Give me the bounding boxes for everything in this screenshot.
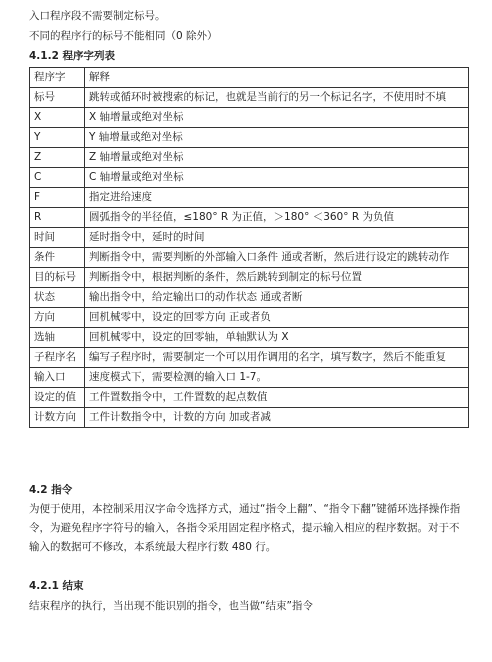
table-row bbox=[30, 168, 469, 188]
table-header-cell: 程序字 bbox=[30, 68, 85, 88]
table-row bbox=[30, 88, 469, 108]
table-row bbox=[30, 308, 469, 328]
table-cell-word: R bbox=[30, 208, 85, 228]
table-cell-word: Y bbox=[30, 128, 85, 148]
section-4-2-body: 为便于使用，本控制采用汉字命令选择方式，通过“指令上翻”、“指令下翻”键循环选择操作指令，为避免程序字符号的输入，各指令采用固定程序格式，提示输入相应的程序数据。对于不输入的数据可不修改，本系统最大程序行数 480 行。 bbox=[29, 503, 461, 553]
table-cell-word: X bbox=[30, 108, 85, 128]
table-header-cell: 解释 bbox=[85, 68, 469, 88]
table-row bbox=[30, 408, 469, 428]
table-row bbox=[30, 388, 469, 408]
table-cell-description: 判断指令中，根据判断的条件，然后跳转到制定的标号位置 bbox=[85, 268, 469, 288]
table-cell-word: 选轴 bbox=[30, 328, 85, 348]
table-row bbox=[30, 148, 469, 168]
table-row bbox=[30, 108, 469, 128]
section-4-2-1-body: 结束程序的执行，当出现不能识别的指令，也当做“结束”指令 bbox=[29, 600, 313, 612]
table-cell-description: 回机械零中，设定的回零轴，单轴默认为 X bbox=[85, 328, 469, 348]
table-cell-description: 回机械零中，设定的回零方向 正或者负 bbox=[85, 308, 469, 328]
table-cell-description: X 轴增量或绝对坐标 bbox=[85, 108, 469, 128]
table-cell-word: 方向 bbox=[30, 308, 85, 328]
table-cell-description: 编写子程序时，需要制定一个可以用作调用的名字，填写数字，然后不能重复 bbox=[85, 348, 469, 368]
table-cell-word: Z bbox=[30, 148, 85, 168]
intro-line-1: 入口程序段不需要制定标号。 bbox=[29, 10, 166, 22]
intro-line-2: 不同的程序行的标号不能相同（0 除外） bbox=[29, 30, 218, 42]
table-row bbox=[30, 208, 469, 228]
table-cell-description: 圆弧指令的半径值，≤180° R 为正值，＞180° ＜360° R 为负值 bbox=[85, 208, 469, 228]
table-cell-word: 输入口 bbox=[30, 368, 85, 388]
table-cell-word: C bbox=[30, 168, 85, 188]
table-cell-description: Y 轴增量或绝对坐标 bbox=[85, 128, 469, 148]
table-row bbox=[30, 288, 469, 308]
table-row bbox=[30, 128, 469, 148]
program-word-table bbox=[29, 67, 469, 428]
table-row bbox=[30, 368, 469, 388]
table-row bbox=[30, 188, 469, 208]
table-cell-description: 输出指令中，给定输出口的动作状态 通或者断 bbox=[85, 288, 469, 308]
table-cell-word: 目的标号 bbox=[30, 268, 85, 288]
table-cell-description: 速度模式下，需要检测的输入口 1-7。 bbox=[85, 368, 469, 388]
table-cell-description: 工件置数指令中，工件置数的起点数值 bbox=[85, 388, 469, 408]
table-cell-word: F bbox=[30, 188, 85, 208]
table-cell-word: 计数方向 bbox=[30, 408, 85, 428]
table-cell-word: 条件 bbox=[30, 248, 85, 268]
section-4-2-1-heading: 4.2.1 结束 bbox=[29, 580, 84, 592]
table-cell-description: 指定进给速度 bbox=[85, 188, 469, 208]
table-cell-word: 子程序名 bbox=[30, 348, 85, 368]
table-cell-description: C 轴增量或绝对坐标 bbox=[85, 168, 469, 188]
table-header-row bbox=[30, 68, 469, 88]
table-cell-word: 时间 bbox=[30, 228, 85, 248]
table-cell-word: 设定的值 bbox=[30, 388, 85, 408]
table-cell-description: 跳转或循环时被搜索的标记，也就是当前行的另一个标记名字，不使用时不填 bbox=[85, 88, 469, 108]
table-cell-description: 判断指令中，需要判断的外部输入口条件 通或者断，然后进行设定的跳转动作 bbox=[85, 248, 469, 268]
table-row bbox=[30, 268, 469, 288]
section-4-2-heading: 4.2 指令 bbox=[29, 484, 73, 496]
table-cell-word: 标号 bbox=[30, 88, 85, 108]
table-row bbox=[30, 328, 469, 348]
table-cell-description: 延时指令中，延时的时间 bbox=[85, 228, 469, 248]
table-cell-word: 状态 bbox=[30, 288, 85, 308]
section-4-1-2-heading: 4.1.2 程序字列表 bbox=[29, 50, 116, 62]
table-row bbox=[30, 348, 469, 368]
table-cell-description: 工件计数指令中，计数的方向 加或者减 bbox=[85, 408, 469, 428]
table-cell-description: Z 轴增量或绝对坐标 bbox=[85, 148, 469, 168]
table-row bbox=[30, 228, 469, 248]
table-row bbox=[30, 248, 469, 268]
